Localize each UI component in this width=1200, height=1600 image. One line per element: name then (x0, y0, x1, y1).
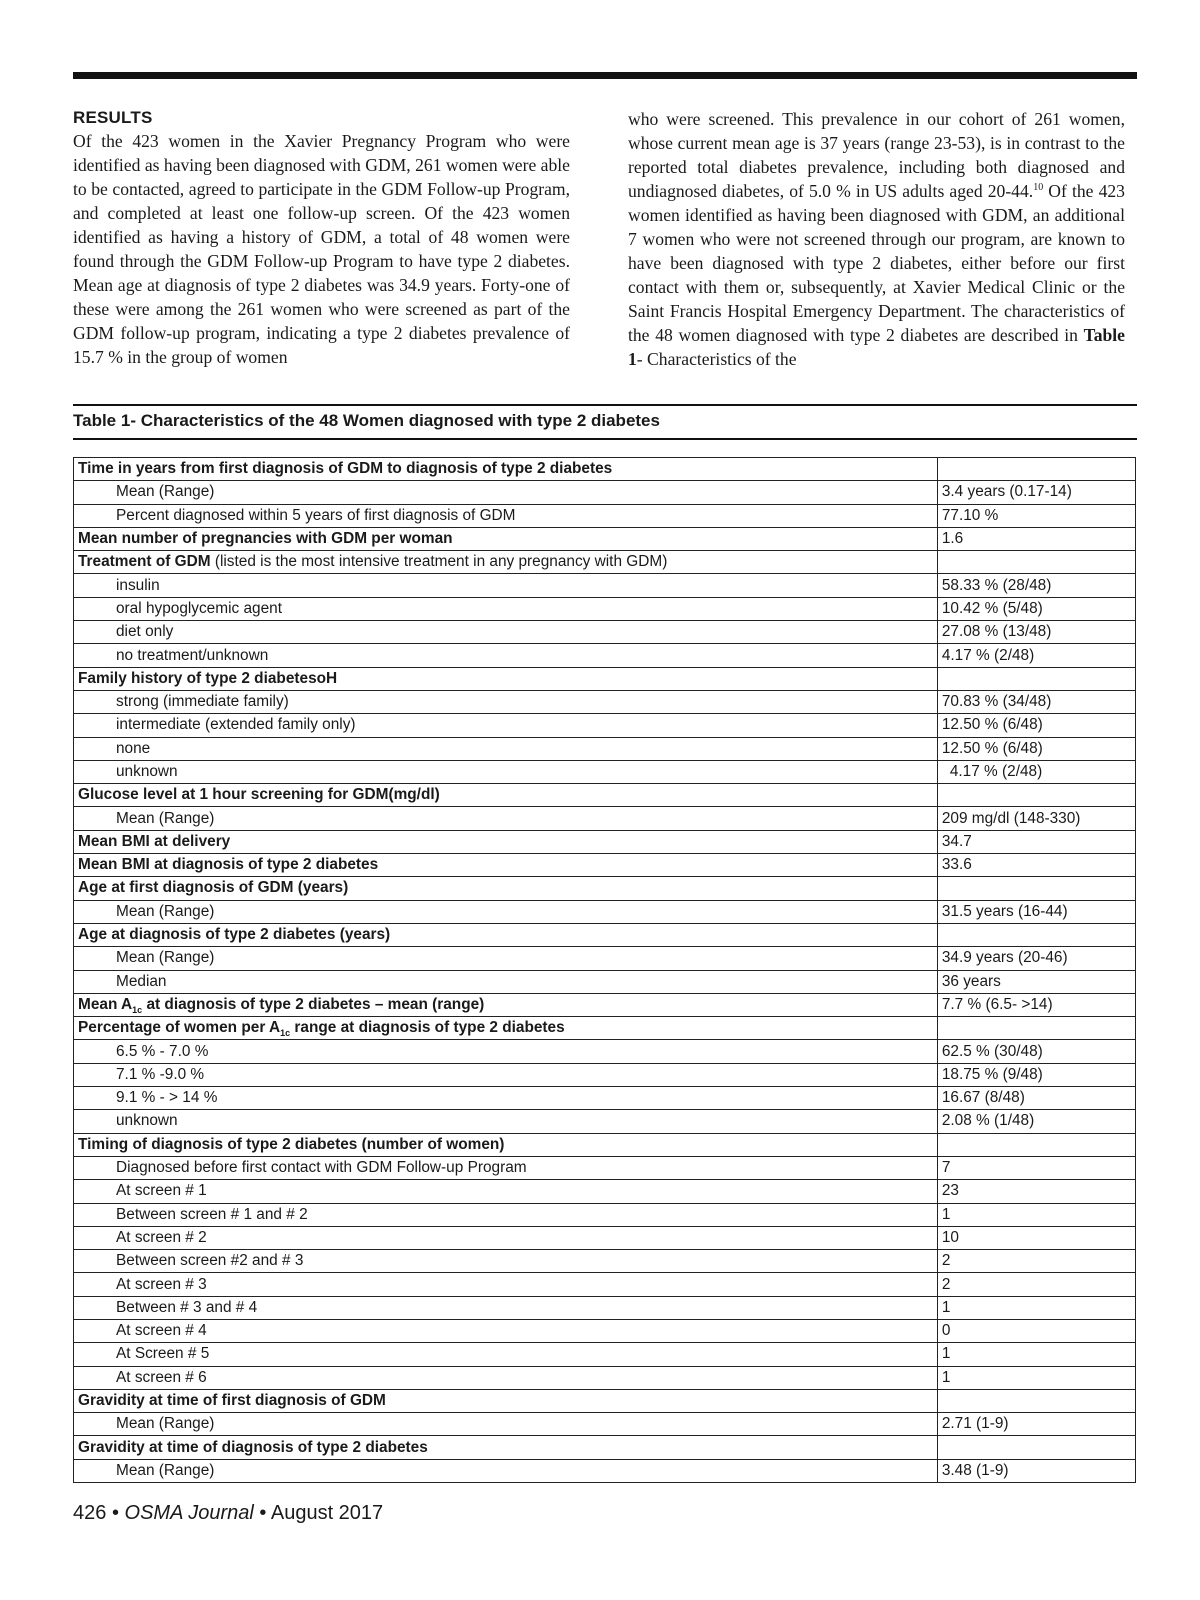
table-reference: Table 1 (628, 325, 1125, 369)
row-value: 58.33 % (28/48) (937, 574, 1135, 597)
row-label: no treatment/unknown (74, 644, 938, 667)
right-text-part3: - Characteristics of the (636, 349, 797, 369)
top-rule (73, 72, 1137, 79)
table-row (74, 458, 1136, 481)
table-row (74, 807, 1136, 830)
right-text-part2: Of the 423 women identified as having been diagnosed with GDM, an additional 7 women who were not screened through our program, are known to have been diagnosed with type 2 diabetes, either before our first contact with them or, subsequently, at Xavier Medical Clinic or the Saint Francis Hospital Emergency Department. The characteristics of the 48 women diagnosed with type 2 diabetes are described in (628, 181, 1125, 345)
row-label: Time in years from first diagnosis of GDM to diagnosis of type 2 diabetes (74, 458, 938, 481)
row-label: diet only (74, 621, 938, 644)
row-label: Mean (Range) (74, 1413, 938, 1436)
row-value: 4.17 % (2/48) (937, 760, 1135, 783)
row-value: 2.71 (1-9) (937, 1413, 1135, 1436)
journal-name: OSMA Journal (124, 1502, 254, 1524)
table-row (74, 970, 1136, 993)
table-row (74, 830, 1136, 853)
row-value: 36 years (937, 970, 1135, 993)
row-label: Between screen #2 and # 3 (74, 1250, 938, 1273)
table-row (74, 1156, 1136, 1179)
row-label (74, 551, 938, 574)
table-row (74, 1040, 1136, 1063)
row-label: unknown (74, 1110, 938, 1133)
table-row (74, 947, 1136, 970)
row-label-subscript: 1c (280, 1028, 291, 1039)
table-row (74, 1180, 1136, 1203)
row-label: none (74, 737, 938, 760)
row-label-subscript: 1c (132, 1004, 143, 1015)
table-row (74, 737, 1136, 760)
row-label: Diagnosed before first contact with GDM Follow-up Program (74, 1156, 938, 1179)
row-value: 7.7 % (6.5- >14) (937, 993, 1135, 1016)
row-value: 70.83 % (34/48) (937, 690, 1135, 713)
row-label: Mean BMI at delivery (74, 830, 938, 853)
row-label: At screen # 3 (74, 1273, 938, 1296)
left-column-text: Of the 423 women in the Xavier Pregnancy Program who were identified as having been diagnosed with GDM, 261 women were able to be contacted, agreed to participate in the GDM Follow-up Program, and completed at least one follow-up screen. Of the 423 women identified as having a history of GDM, a total of 48 women were found through the GDM Follow-up Program to have type 2 diabetes. Mean age at diagnosis of type 2 diabetes was 34.9 years. Forty-one of these were among the 261 women who were screened as part of the GDM follow-up program, indicating a type 2 diabetes prevalence of 15.7 % in the group of women (73, 131, 570, 367)
table-row (74, 900, 1136, 923)
reference-superscript: 10 (1033, 182, 1044, 194)
row-label-rest: at diagnosis of type 2 diabetes – mean (range) (142, 995, 485, 1013)
row-label: At screen # 6 (74, 1366, 938, 1389)
row-value (937, 667, 1135, 690)
row-label: Mean BMI at diagnosis of type 2 diabetes (74, 854, 938, 877)
row-label: intermediate (extended family only) (74, 714, 938, 737)
right-text-part1: who were screened. This prevalence in our cohort of 261 women, whose current mean age is 37 years (range 23-53), is in contrast to the reported total diabetes prevalence, including both diagnosed and undiagnosed diabetes, of 5.0 % in US adults aged 20-44. (628, 109, 1125, 201)
row-value (937, 1133, 1135, 1156)
right-column (628, 107, 1125, 371)
row-label: Glucose level at 1 hour screening for GDM(mg/dl) (74, 784, 938, 807)
row-value: 27.08 % (13/48) (937, 621, 1135, 644)
table-row (74, 1273, 1136, 1296)
table-row (74, 690, 1136, 713)
row-value (937, 1436, 1135, 1459)
table-row (74, 1389, 1136, 1412)
table-row (74, 854, 1136, 877)
row-label: Mean number of pregnancies with GDM per woman (74, 527, 938, 550)
row-label: Age at first diagnosis of GDM (years) (74, 877, 938, 900)
row-value: 1 (937, 1203, 1135, 1226)
row-value: 1.6 (937, 527, 1135, 550)
page-number: 426 (73, 1502, 107, 1524)
row-label: Gravidity at time of first diagnosis of GDM (74, 1389, 938, 1412)
table-row (74, 784, 1136, 807)
table-row (74, 551, 1136, 574)
row-label: Mean (Range) (74, 807, 938, 830)
row-label: Between screen # 1 and # 2 (74, 1203, 938, 1226)
row-label: strong (immediate family) (74, 690, 938, 713)
table-row (74, 1087, 1136, 1110)
row-label: 6.5 % - 7.0 % (74, 1040, 938, 1063)
table-caption-rule-bottom (73, 438, 1137, 440)
row-label: Family history of type 2 diabetesoH (74, 667, 938, 690)
table-row (74, 597, 1136, 620)
table-row (74, 760, 1136, 783)
table-row (74, 1133, 1136, 1156)
row-value: 2 (937, 1250, 1135, 1273)
table-row (74, 1110, 1136, 1133)
row-value: 209 mg/dl (148-330) (937, 807, 1135, 830)
section-heading: RESULTS (73, 108, 153, 127)
table-row (74, 923, 1136, 946)
row-label: Age at diagnosis of type 2 diabetes (years) (74, 923, 938, 946)
row-label-note: (listed is the most intensive treatment in any pregnancy with GDM) (210, 553, 668, 571)
row-value: 1 (937, 1296, 1135, 1319)
row-value: 2 (937, 1273, 1135, 1296)
row-value: 34.9 years (20-46) (937, 947, 1135, 970)
table-row (74, 644, 1136, 667)
table-row (74, 1296, 1136, 1319)
table-row (74, 1366, 1136, 1389)
table-row (74, 574, 1136, 597)
row-value: 7 (937, 1156, 1135, 1179)
row-value: 0 (937, 1319, 1135, 1342)
table-row (74, 1063, 1136, 1086)
row-label: 9.1 % - > 14 % (74, 1087, 938, 1110)
row-label: Median (74, 970, 938, 993)
row-label (74, 1017, 938, 1040)
row-value: 62.5 % (30/48) (937, 1040, 1135, 1063)
row-label: Mean (Range) (74, 947, 938, 970)
table-row (74, 1413, 1136, 1436)
table-row (74, 993, 1136, 1016)
row-value (937, 1017, 1135, 1040)
table-caption-rule-top (73, 404, 1137, 406)
row-value: 31.5 years (16-44) (937, 900, 1135, 923)
row-label: Mean (Range) (74, 900, 938, 923)
row-value: 3.4 years (0.17-14) (937, 481, 1135, 504)
table-row (74, 1343, 1136, 1366)
table-row (74, 714, 1136, 737)
left-column (73, 107, 570, 369)
row-label-main: Mean A (78, 995, 133, 1013)
table-row (74, 1459, 1136, 1482)
row-value: 1 (937, 1343, 1135, 1366)
row-label: At screen # 2 (74, 1226, 938, 1249)
row-value: 77.10 % (937, 504, 1135, 527)
right-column-text (628, 107, 1125, 371)
row-value: 2.08 % (1/48) (937, 1110, 1135, 1133)
table-row (74, 621, 1136, 644)
row-value: 18.75 % (9/48) (937, 1063, 1135, 1086)
table-row (74, 527, 1136, 550)
row-value: 10 (937, 1226, 1135, 1249)
row-label: insulin (74, 574, 938, 597)
row-value: 12.50 % (6/48) (937, 737, 1135, 760)
table-row (74, 1017, 1136, 1040)
table-row (74, 1319, 1136, 1342)
row-label: At screen # 4 (74, 1319, 938, 1342)
row-value: 23 (937, 1180, 1135, 1203)
footer-separator: • (259, 1502, 267, 1524)
table-body (74, 458, 1136, 1483)
page-footer (73, 1500, 383, 1526)
row-label: Mean (Range) (74, 1459, 938, 1482)
table-row (74, 504, 1136, 527)
row-label-rest: range at diagnosis of type 2 diabetes (290, 1019, 565, 1037)
row-label-main: Percentage of women per A (78, 1019, 281, 1037)
row-value: 4.17 % (2/48) (937, 644, 1135, 667)
row-label: Timing of diagnosis of type 2 diabetes (number of women) (74, 1133, 938, 1156)
row-value: 16.67 (8/48) (937, 1087, 1135, 1110)
row-value: 34.7 (937, 830, 1135, 853)
table-row (74, 481, 1136, 504)
table-row (74, 667, 1136, 690)
row-value: 12.50 % (6/48) (937, 714, 1135, 737)
row-value: 3.48 (1-9) (937, 1459, 1135, 1482)
row-value (937, 784, 1135, 807)
row-label: At screen # 1 (74, 1180, 938, 1203)
row-value: 10.42 % (5/48) (937, 597, 1135, 620)
row-value: 33.6 (937, 854, 1135, 877)
results-columns (73, 107, 1137, 369)
table-caption: Table 1- Characteristics of the 48 Women diagnosed with type 2 diabetes (73, 411, 660, 430)
row-value (937, 1389, 1135, 1412)
row-label: Gravidity at time of diagnosis of type 2 diabetes (74, 1436, 938, 1459)
row-label: oral hypoglycemic agent (74, 597, 938, 620)
table-row (74, 1203, 1136, 1226)
row-value (937, 551, 1135, 574)
table-row (74, 877, 1136, 900)
row-label: Mean (Range) (74, 481, 938, 504)
row-value (937, 458, 1135, 481)
row-label: 7.1 % -9.0 % (74, 1063, 938, 1086)
table-row (74, 1226, 1136, 1249)
row-value (937, 877, 1135, 900)
table-row (74, 1436, 1136, 1459)
issue-date: August 2017 (270, 1502, 384, 1524)
row-label: Percent diagnosed within 5 years of first diagnosis of GDM (74, 504, 938, 527)
row-value (937, 923, 1135, 946)
characteristics-table (73, 457, 1136, 1483)
row-label: Between # 3 and # 4 (74, 1296, 938, 1319)
row-value: 1 (937, 1366, 1135, 1389)
row-label: unknown (74, 760, 938, 783)
row-label (74, 993, 938, 1016)
footer-separator: • (111, 1502, 119, 1524)
row-label-bold: Treatment of GDM (78, 553, 211, 571)
table-row (74, 1250, 1136, 1273)
row-label: At Screen # 5 (74, 1343, 938, 1366)
